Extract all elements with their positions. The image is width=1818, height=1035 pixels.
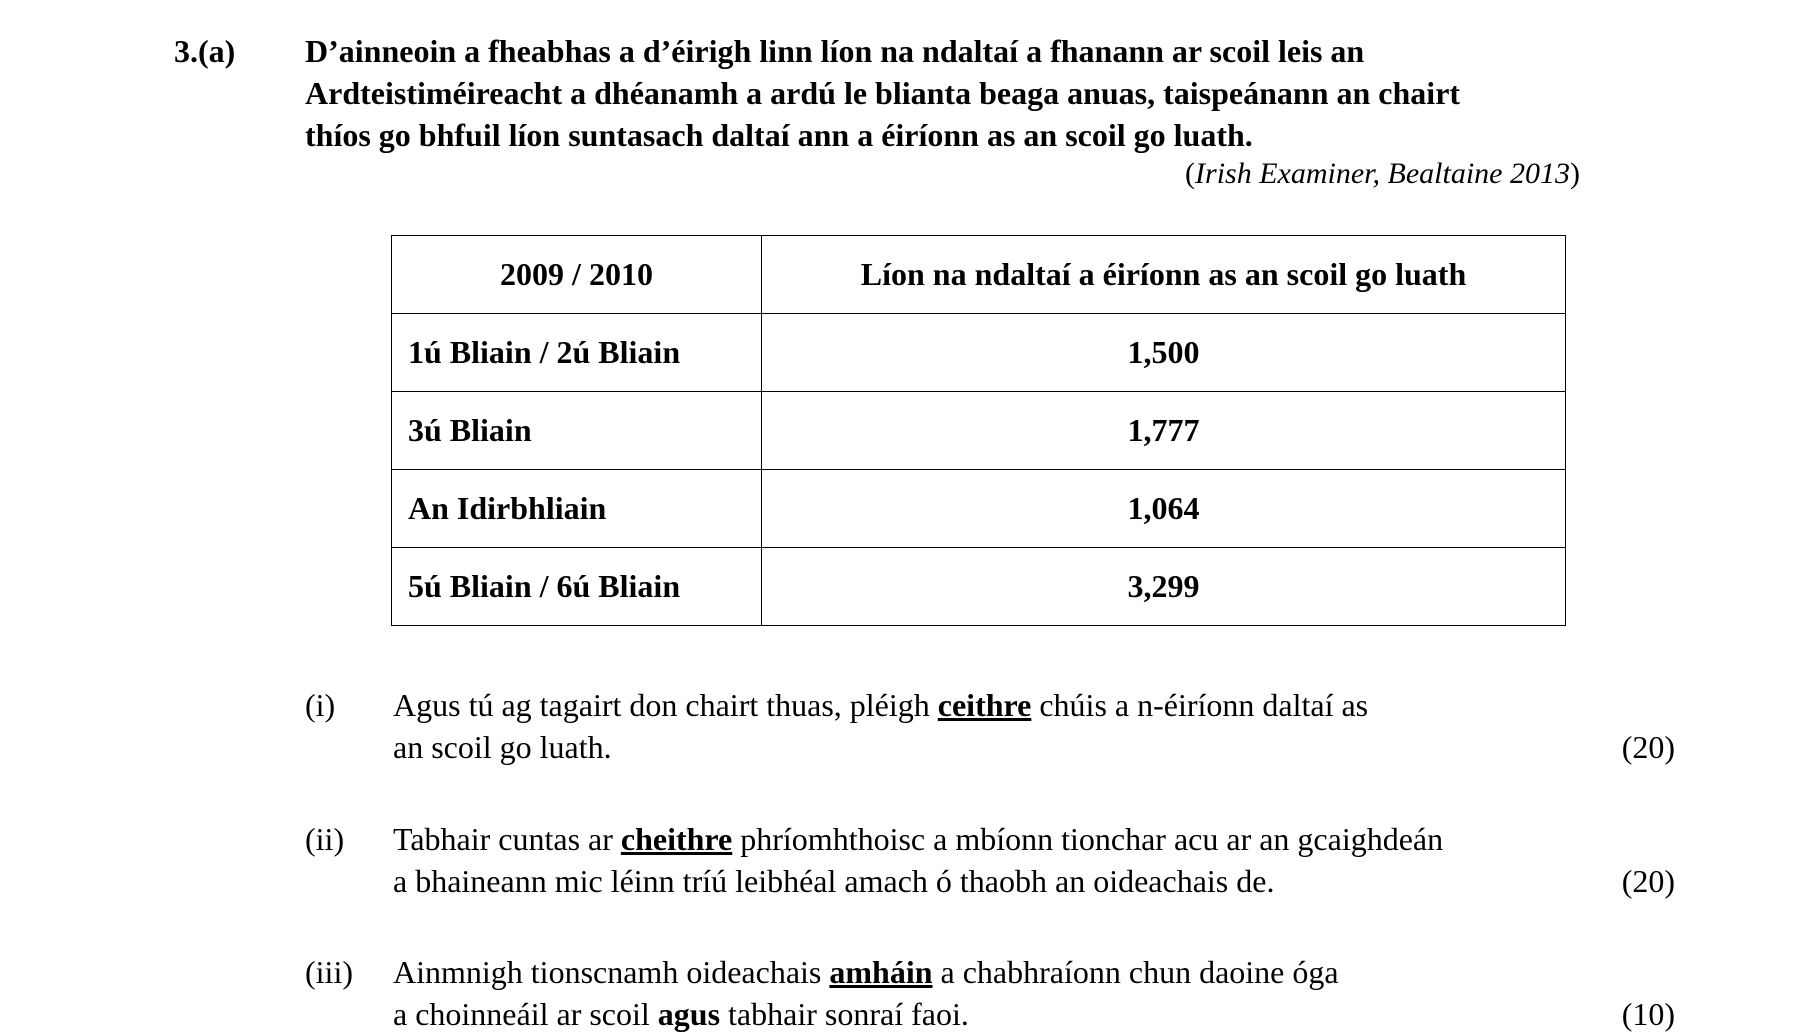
emphasis-word: cheithre [620,821,733,857]
table-row [392,392,1566,470]
source-paren-open: ( [1185,157,1196,190]
text-segment: Agus tú ag tagairt don chairt thuas, pléigh [393,687,938,723]
intro-line: D’ainneoin a fheabhas a d’éirigh linn líon na ndaltaí a fhanann ar scoil leis an [305,33,1365,69]
table-cell-count: 1,777 [762,392,1566,470]
subquestion-line [393,951,1553,993]
subquestion-line [393,684,1553,726]
text-segment: Ainmnigh tionscnamh oideachais [393,954,830,990]
text-segment: phríomhthoisc a mbíonn tionchar acu ar an gcaighdeán [732,821,1444,857]
table-row [392,470,1566,548]
table-header-year: 2009 / 2010 [392,236,762,314]
data-table [391,235,1566,626]
intro-line: Ardteistiméireacht a dhéanamh a ardú le blianta beaga anuas, taispeánann an chairt [305,75,1461,111]
subquestion-text [393,684,1553,768]
marks-value: (20) [1621,729,1675,765]
text-segment: a chabhraíonn chun daoine óga [932,954,1339,990]
emphasis-word: amháin [829,954,933,990]
table-cell-year: 3ú Bliain [392,392,762,470]
table-cell-year: 1ú Bliain / 2ú Bliain [392,314,762,392]
source-citation [1000,154,1580,194]
table-cell-year: An Idirbhliain [392,470,762,548]
question-intro [305,30,1705,156]
source-text: Irish Examiner, Bealtaine 2013 [1195,157,1570,190]
table-row [392,314,1566,392]
table-cell-count: 3,299 [762,548,1566,626]
source-paren-close: ) [1570,157,1580,190]
subquestion-line [393,860,1553,902]
subquestion-label: (ii) [305,821,345,857]
intro-line: thíos go bhfuil líon suntasach daltaí ann a éiríonn as an scoil go luath. [305,117,1253,153]
table-cell-count: 1,064 [762,470,1566,548]
marks-value: (20) [1621,863,1675,899]
text-segment: an scoil go luath. [393,729,612,765]
text-segment: tabhair sonraí faoi. [720,996,969,1032]
text-segment: Tabhair cuntas ar [393,821,621,857]
subquestion-text [393,951,1553,1035]
table-cell-count: 1,500 [762,314,1566,392]
subquestion-line [393,993,1553,1035]
table-row [392,548,1566,626]
table-header-count: Líon na ndaltaí a éiríonn as an scoil go luath [762,236,1566,314]
subquestion-text [393,818,1553,902]
emphasis-word: ceithre [937,687,1032,723]
text-segment: a bhaineann mic léinn tríú leibhéal amach ó thaobh an oideachais de. [393,863,1275,899]
table-header-row [392,236,1566,314]
subquestion-line [393,726,1553,768]
marks-value: (10) [1621,996,1675,1032]
subquestion-line [393,818,1553,860]
table-cell-year: 5ú Bliain / 6ú Bliain [392,548,762,626]
text-segment: a choinneáil ar scoil [393,996,658,1032]
subquestion-label: (i) [305,687,336,723]
subquestion-label: (iii) [305,954,353,990]
text-segment: chúis a n-éiríonn daltaí as [1031,687,1369,723]
question-number: 3.(a) [174,33,236,69]
emphasis-word: agus [657,996,721,1032]
